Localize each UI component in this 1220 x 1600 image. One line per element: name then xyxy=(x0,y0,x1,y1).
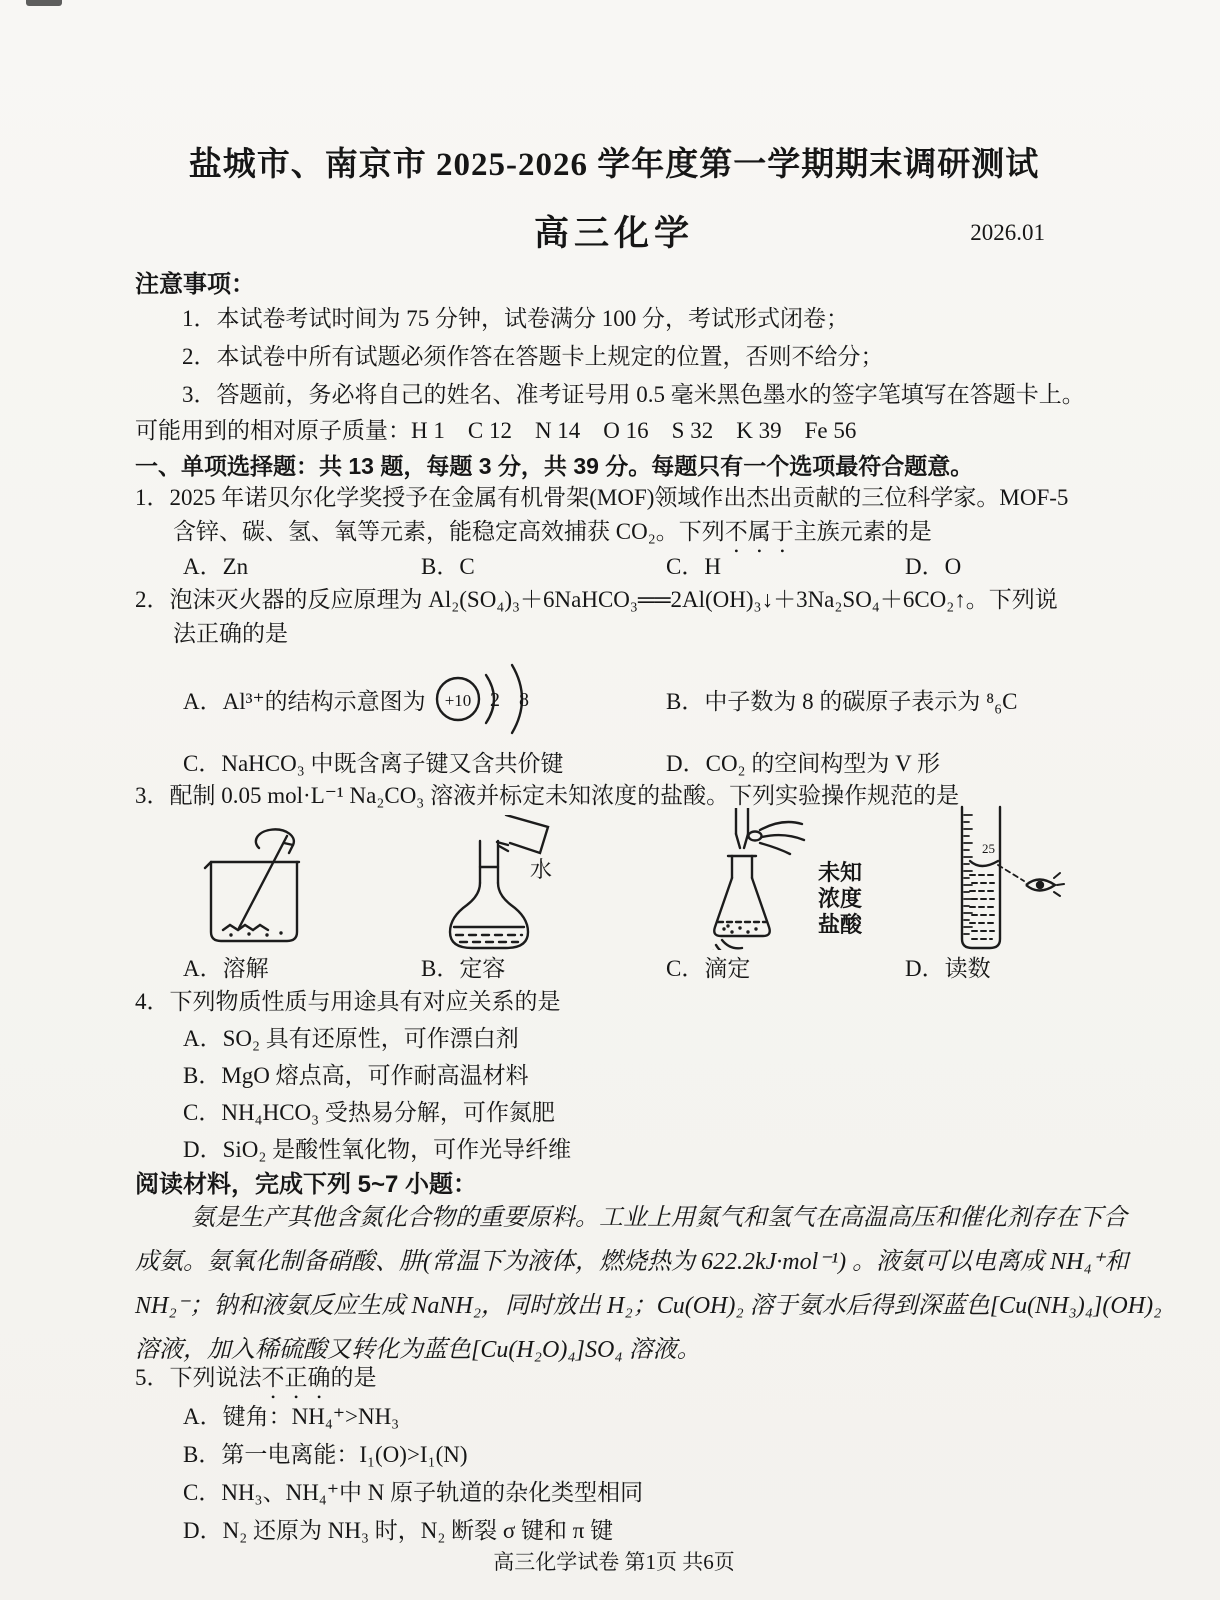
q1-option-b: B．C xyxy=(421,554,475,579)
q5-option-c: C．NH₃、NH₄⁺中 N 原子轨道的杂化类型相同 xyxy=(183,1480,644,1505)
nucleus-charge: +10 xyxy=(444,691,471,710)
sight-line-icon xyxy=(998,865,1024,881)
q3-option-b: B．定容 xyxy=(421,956,506,981)
q2-stem-line1: 2．泡沫灭火器的反应原理为 Al₂(SO₄)₃＋6NaHCO₃══2Al(OH)₃↓＋3Na₂SO₄＋6CO₂↑。下列说 xyxy=(135,587,1058,612)
conical-flask-icon xyxy=(714,878,770,936)
unknown-acid-label xyxy=(818,860,862,950)
liquid-dots-icon xyxy=(722,924,757,933)
q3-options-row xyxy=(135,952,1093,986)
unknown-acid-label-line: 未知 xyxy=(818,860,863,885)
q5-options xyxy=(135,1398,1093,1550)
dissolve-figure xyxy=(193,828,343,950)
q4-stem: 4．下列物质性质与用途具有对应关系的是 xyxy=(135,989,561,1014)
liquid-dashes-icon xyxy=(970,875,996,939)
q3-option-d: D．读数 xyxy=(905,956,991,981)
q4-option-c: C．NH₄HCO₃ 受热易分解，可作氮肥 xyxy=(183,1100,555,1125)
q5-stem-text: 5．下列说法 xyxy=(135,1365,262,1390)
section-heading: 一、单项选择题：共 13 题，每题 3 分，共 39 分。每题只有一个选项最符合题意。 xyxy=(135,453,974,479)
q3-option-a: A．溶解 xyxy=(183,956,269,981)
q5-emphasized-text: 不正确 xyxy=(261,1365,331,1390)
q2-option-b: B．中子数为 8 的碳原子表示为 ⁸₆C xyxy=(666,688,1018,714)
hand-fingers-icon xyxy=(760,822,804,854)
q1-stem-line1: 1．2025 年诺贝尔化学奖授予在金属有机骨架(MOF)领域作出杰出贡献的三位科学家。MOF-5 xyxy=(135,485,1069,510)
eye-icon xyxy=(1026,873,1064,896)
notice-item: 1．本试卷考试时间为 75 分钟，试卷满分 100 分，考试形式闭卷； xyxy=(182,306,849,331)
q5-stem-text: 的是 xyxy=(330,1365,377,1390)
q5-option-a: A．键角：NH₄⁺>NH₃ xyxy=(183,1404,400,1429)
q2-options-row-cd xyxy=(135,748,1093,780)
volume-fixing-figure xyxy=(418,815,593,950)
passage-line: 成氨。氨氧化制备硝酸、肼(常温下为液体，燃烧热为 622.2kJ·mol⁻¹) 。液氨可以电离成 NH₄⁺和 xyxy=(135,1249,1129,1275)
burette-reading-figure xyxy=(928,805,1068,950)
q1-stem-text: 主族元素的是 xyxy=(793,519,932,544)
exam-date: 2026.01 xyxy=(970,220,1045,245)
subject-row xyxy=(135,206,1093,256)
scale-number: 25 xyxy=(982,841,995,856)
q1-stem-text: 含锌、碳、氢、氧等元素，能稳定高效捕获 CO₂。下列 xyxy=(173,519,725,544)
burette-tip-icon xyxy=(736,808,748,834)
passage-line: NH₂⁻；钠和液氨反应生成 NaNH₂，同时放出 H₂；Cu(OH)₂ 溶于氨水后得到深蓝色[Cu(NH₃)₄](OH)₂ xyxy=(135,1293,1162,1319)
water-label: 水 xyxy=(530,857,553,882)
passage-line: 氨是生产其他含氮化合物的重要原料。工业上用氮气和氢气在高温高压和催化剂存在下合 xyxy=(191,1205,1127,1231)
q1-options-row xyxy=(135,550,1093,584)
notice-list xyxy=(135,300,1093,414)
q2-option-a xyxy=(183,651,666,747)
q5-option-d: D．N₂ 还原为 NH₃ 时，N₂ 断裂 σ 键和 π 键 xyxy=(183,1518,614,1543)
q4-option-b: B．MgO 熔点高，可作耐高温材料 xyxy=(183,1063,529,1088)
atomic-structure-diagram xyxy=(432,651,554,747)
flask-neck-icon xyxy=(480,841,498,883)
holding-hand-icon xyxy=(710,940,746,950)
passage-line: 溶液，加入稀硫酸又转化为蓝色[Cu(H₂O)₄]SO₄ 溶液。 xyxy=(135,1337,701,1363)
pouring-beaker-icon xyxy=(506,815,548,853)
q1-option-c: C．H xyxy=(666,554,721,579)
reading-intro: 阅读材料，完成下列 5~7 小题： xyxy=(135,1171,478,1198)
solid-particles-icon xyxy=(223,925,268,930)
q2-option-c: C．NaHCO₃ 中既含离子键又含共价键 xyxy=(183,751,564,776)
meniscus-icon xyxy=(970,861,998,866)
titration-figure xyxy=(680,808,862,950)
stir-arrow-icon xyxy=(256,829,294,848)
q3-option-c: C．滴定 xyxy=(666,956,751,981)
volumetric-flask-icon xyxy=(450,883,528,948)
notice-label: 注意事项： xyxy=(135,271,255,298)
q1-option-a: A．Zn xyxy=(183,554,249,579)
pinch-valve-icon xyxy=(749,832,762,841)
q2-stem-line2: 法正确的是 xyxy=(173,621,288,646)
reading-passage xyxy=(135,1196,1162,1372)
stirring-rod-icon xyxy=(239,836,287,928)
q2-options-row-ab xyxy=(135,650,1093,748)
notice-item: 3．答题前，务必将自己的姓名、准考证号用 0.5 毫米黑色墨水的签字笔填写在答题卡上。 xyxy=(182,382,1085,407)
flask-neck-icon xyxy=(732,856,752,878)
q5-option-b: B．第一电离能：I₁(O)>I₁(N) xyxy=(183,1442,468,1467)
page-footer: 高三化学试卷 第1页 共6页 xyxy=(493,1550,735,1574)
q1-option-d: D．O xyxy=(905,554,962,579)
q1-emphasized-text: 不属于 xyxy=(724,519,794,544)
page-content xyxy=(135,0,1162,1600)
shell-count: 8 xyxy=(518,689,529,711)
unknown-acid-label-line: 浓度 xyxy=(818,886,863,911)
scan-artifact xyxy=(26,0,62,6)
subject-title: 高三化学 xyxy=(533,214,694,253)
q3-figures-row xyxy=(135,808,1093,950)
q4-options xyxy=(135,1020,1093,1168)
shell-count: 2 xyxy=(489,689,500,711)
q4-option-d: D．SiO₂ 是酸性氧化物，可作光导纤维 xyxy=(183,1137,572,1162)
atomic-mass-line: 可能用到的相对原子质量：H 1 C 12 N 14 O 16 S 32 K 39 Fe 56 xyxy=(135,418,857,443)
liquid-dashes-icon xyxy=(456,935,522,942)
unknown-acid-label-line: 盐酸 xyxy=(818,912,863,937)
q3-stem: 3．配制 0.05 mol·L⁻¹ Na₂CO₃ 溶液并标定未知浓度的盐酸。下列实验操作规范的是 xyxy=(135,783,960,808)
q2-option-d: D．CO₂ 的空间构型为 V 形 xyxy=(666,751,941,776)
q4-option-a: A．SO₂ 具有还原性，可作漂白剂 xyxy=(183,1026,519,1051)
page-title: 盐城市、南京市 2025-2026 学年度第一学期期末调研测试 xyxy=(188,147,1040,183)
beaker-rim-icon xyxy=(205,862,299,868)
q2-option-a-text: A．Al³⁺的结构示意图为 xyxy=(183,688,426,714)
notice-item: 2．本试卷中所有试题必须作答在答题卡上规定的位置，否则不给分； xyxy=(182,344,884,369)
